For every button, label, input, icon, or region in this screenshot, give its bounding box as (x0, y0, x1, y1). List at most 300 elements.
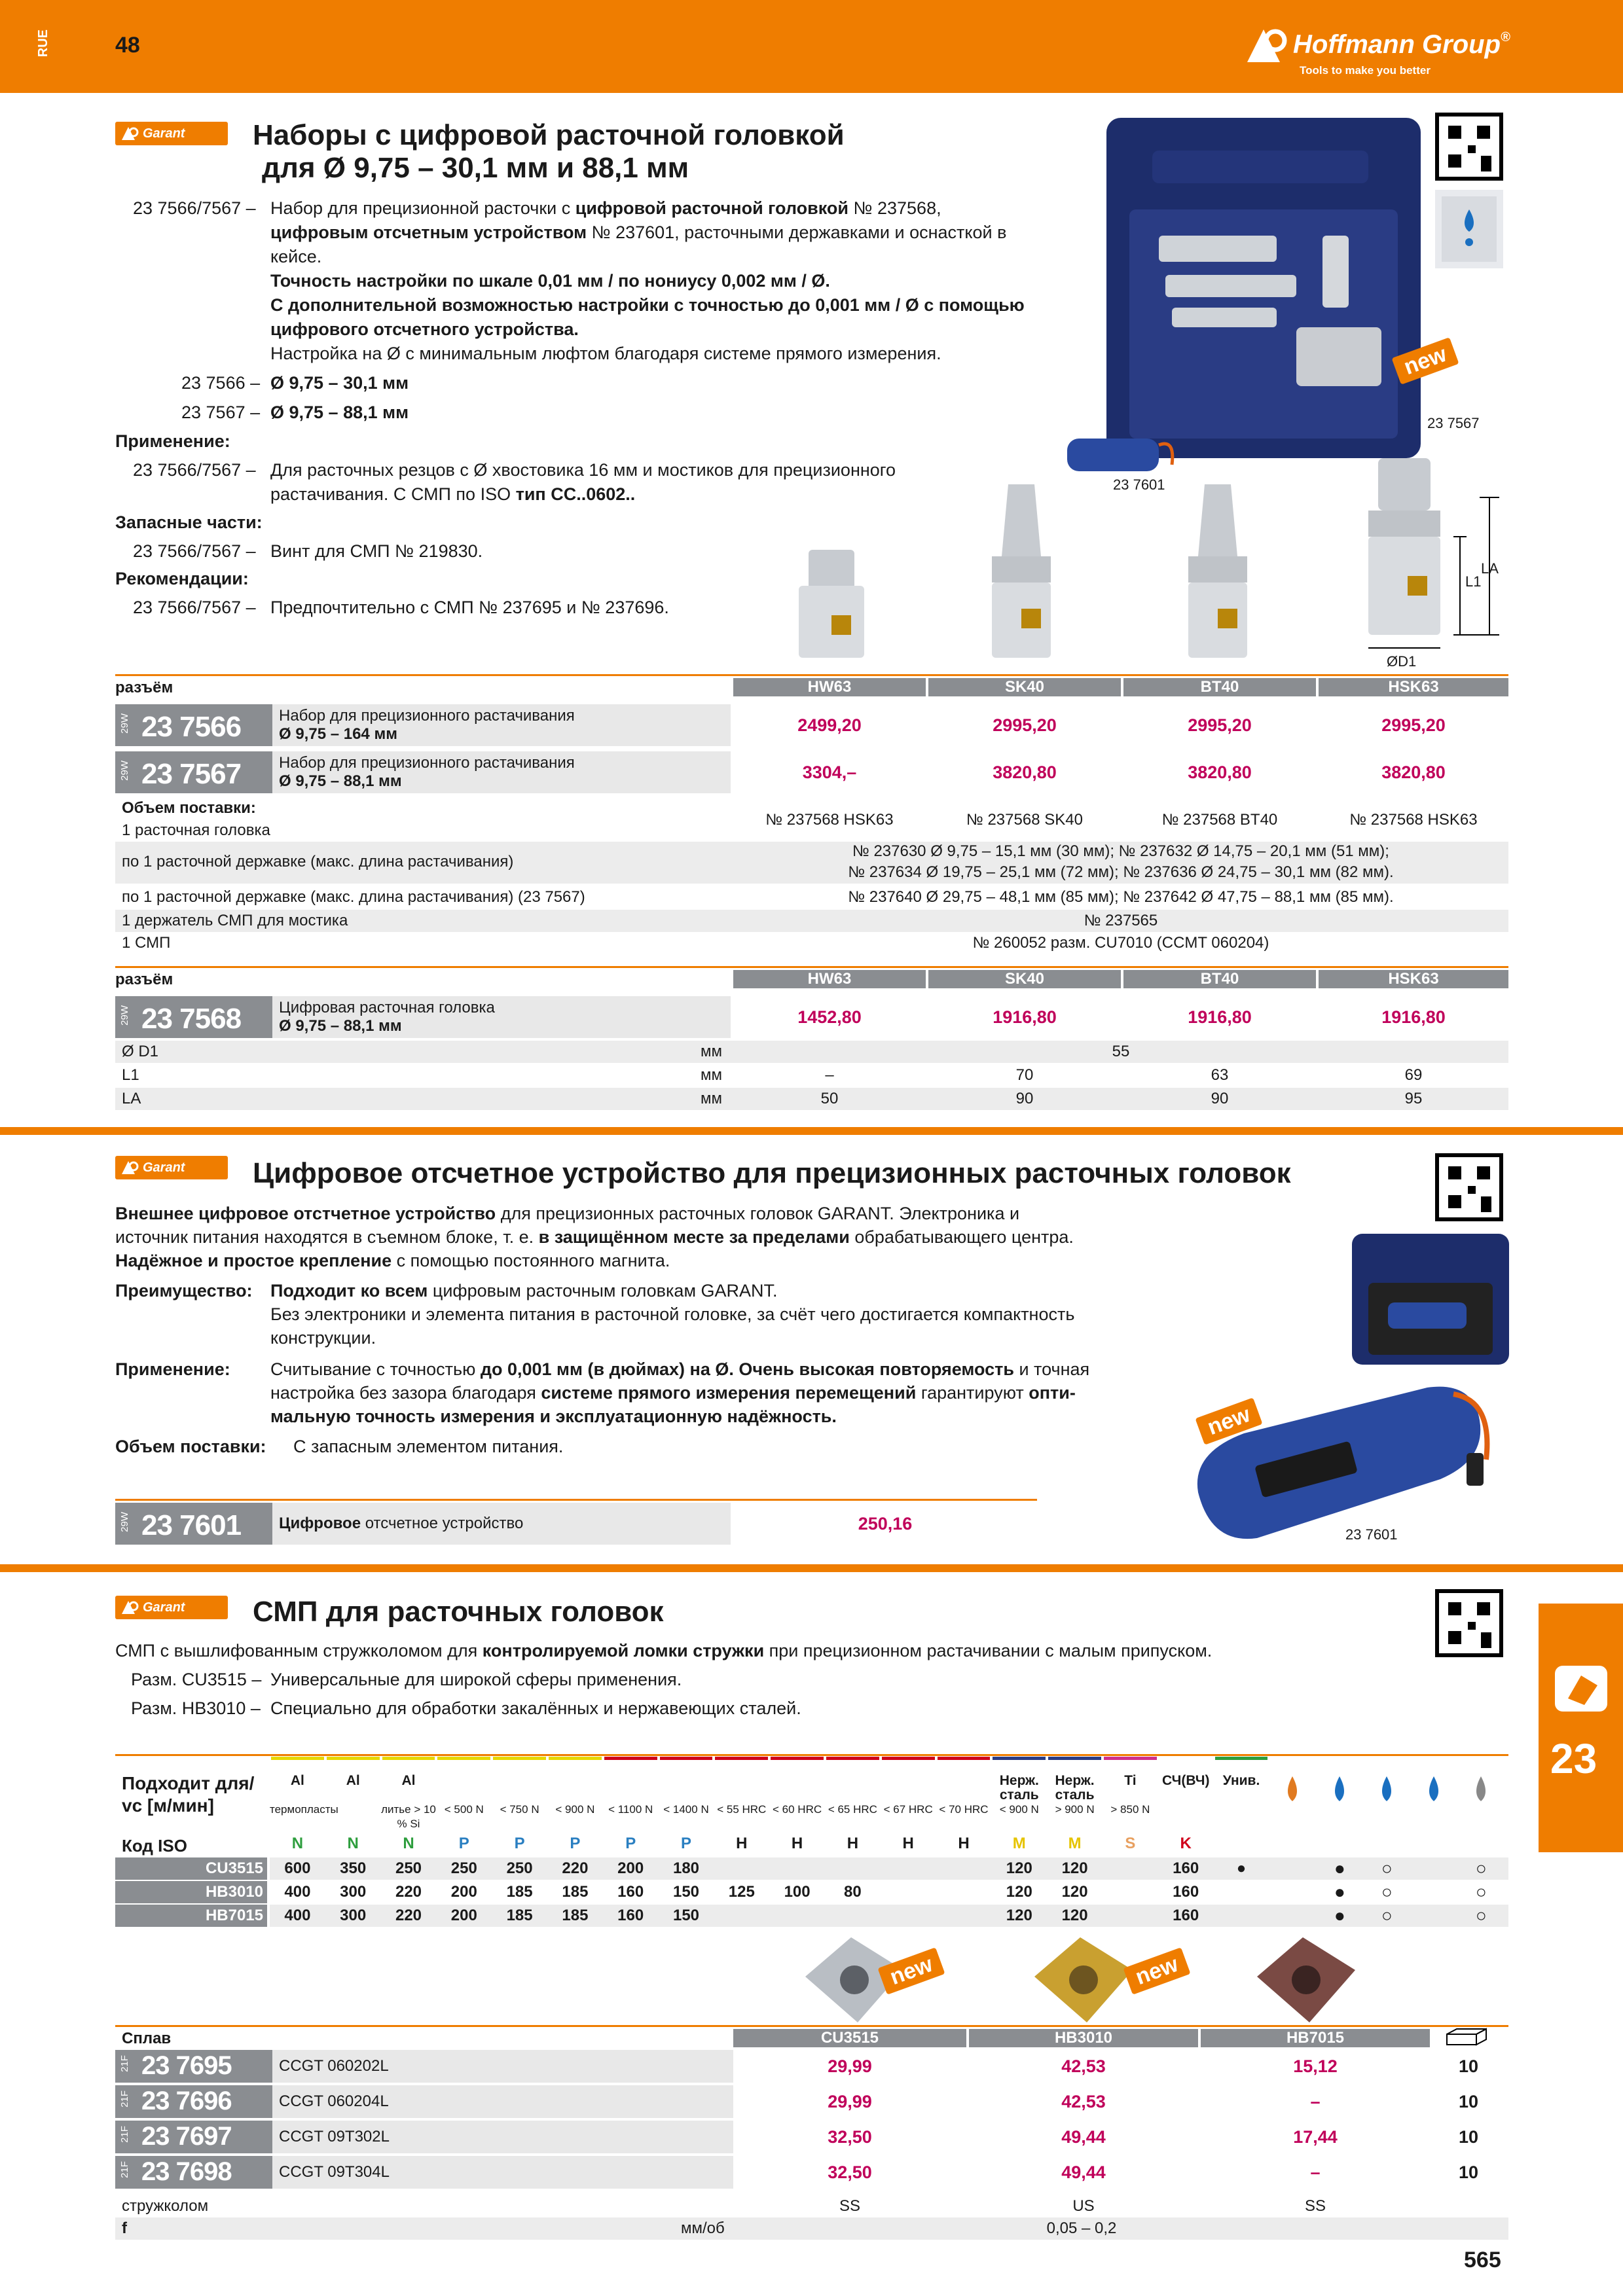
coolant-suitability: ○ (1381, 1858, 1393, 1878)
cutting-speed: 185 (506, 1883, 533, 1901)
dim-l1-sk40: 70 (1015, 1066, 1034, 1084)
cutting-speed: 160 (1173, 1859, 1199, 1877)
s1-rec-ref: 23 7566/7567 – (133, 598, 256, 617)
iso-code: H (736, 1835, 748, 1852)
s2-scope: С запасным элементом питания. (293, 1437, 564, 1456)
article-237695: 21F 23 7695 (115, 2050, 272, 2083)
s1-rec: Предпочтительно с СМП № 237695 и № 237696. (270, 598, 669, 617)
s1-ref: 23 7566/7567 – (133, 198, 256, 218)
s2-app1: Считывание с точностью до 0,001 мм (в дюймах) на Ø. Очень высокая повторяемость и точная (270, 1359, 1090, 1379)
s1-app-ref: 23 7566/7567 – (133, 460, 256, 480)
new-badge: new (1123, 1947, 1190, 1995)
dim-la-sk40: 90 (1015, 1090, 1034, 1107)
cutting-speed: 160 (1173, 1907, 1199, 1924)
insert-price: 42,53 (1061, 2056, 1106, 2076)
scope-head-label: 1 расточная головка (122, 821, 270, 839)
s1-spare-ref: 23 7566/7567 – (133, 541, 256, 561)
dim-d1-label: Ø D1 (122, 1043, 159, 1060)
bridge-val: № 237565 (1084, 912, 1158, 929)
cutting-speed: 250 (506, 1859, 533, 1877)
cutting-speed: 400 (284, 1907, 311, 1924)
s1-v2-ref: 23 7567 – (181, 403, 261, 422)
insert-label: 1 СМП (122, 934, 171, 952)
iso-code: N (403, 1835, 414, 1852)
insert-price: 29,99 (828, 2056, 872, 2076)
garant-logo-icon (120, 1160, 140, 1175)
price-237567-hsk63: 3820,80 (1381, 762, 1446, 782)
table2-top-rule (115, 966, 1508, 968)
new-badge: new (877, 1947, 945, 1995)
readout-case-image (1349, 1230, 1512, 1374)
dim-l1-bt40: 63 (1211, 1066, 1229, 1084)
coolant-icon (1435, 190, 1503, 268)
iso-code: P (570, 1835, 581, 1852)
matrix-top-rule (115, 1754, 1508, 1756)
dim-d1: ØD1 (1387, 653, 1417, 670)
material-subhead: < 67 HRC (883, 1803, 933, 1816)
s3-l2: Универсальные для широкой сферы применения. (270, 1670, 682, 1689)
material-subhead: < 500 N (444, 1803, 484, 1816)
grade-name: HB3010 (115, 1881, 267, 1903)
dim-d1-unit: мм (701, 1043, 722, 1060)
iso-code: H (847, 1835, 859, 1852)
dim-l1-hsk63: 69 (1404, 1066, 1423, 1084)
iso-code: M (1068, 1835, 1082, 1852)
insert-price: 32,50 (828, 2127, 872, 2147)
price-237568-hw63: 1452,80 (797, 1007, 862, 1027)
grade-name: CU3515 (115, 1857, 267, 1880)
bt40-head-image (1178, 484, 1257, 664)
cutting-speed: 100 (784, 1883, 811, 1901)
cutting-speed: 300 (340, 1907, 367, 1924)
table1-col-sk40: SK40 (928, 678, 1121, 696)
material-color-bar (493, 1757, 546, 1760)
coolant-type-icon (1375, 1774, 1398, 1806)
s1-v1: Ø 9,75 – 30,1 мм (270, 373, 409, 393)
cutting-speed: 80 (844, 1883, 862, 1901)
table2-connector-label: разъём (115, 971, 173, 988)
dim-l1-unit: мм (701, 1066, 722, 1084)
material-color-bar (771, 1757, 824, 1760)
iso-code: P (458, 1835, 469, 1852)
material-color-bar (1159, 1757, 1213, 1760)
price-237568-sk40: 1916,80 (993, 1007, 1057, 1027)
material-subhead: < 900 N (555, 1803, 595, 1816)
iso-code: K (1180, 1835, 1192, 1852)
price-237566-hw63: 2499,20 (797, 715, 862, 735)
s2-scope-label: Объем поставки: (115, 1437, 266, 1456)
s1-p3: кейсе. (270, 247, 322, 266)
insert-chapter-icon (1552, 1662, 1611, 1715)
material-color-bar (382, 1757, 435, 1760)
iso-code: P (680, 1835, 691, 1852)
material-color-bar (1048, 1757, 1101, 1760)
cutting-speed: 600 (284, 1859, 311, 1877)
insert-price: 29,99 (828, 2092, 872, 2111)
sk40-head-image (982, 484, 1061, 664)
coolant-suitability: ○ (1475, 1882, 1487, 1902)
insert-price: 49,44 (1061, 2162, 1106, 2182)
table1-col-hsk63: HSK63 (1319, 678, 1508, 696)
dim-l1-hw63: – (825, 1066, 834, 1084)
iso-code: M (1012, 1835, 1026, 1852)
section-divider (0, 1564, 1623, 1572)
cutting-speed: 120 (1006, 1859, 1032, 1877)
s1-spare-label: Запасные части: (115, 512, 263, 532)
table1-top-rule (115, 674, 1508, 676)
s1-v1-ref: 23 7566 – (181, 373, 261, 393)
iso-code: H (791, 1835, 803, 1852)
material-color-bar (271, 1757, 324, 1760)
chip-cu3515: SS (839, 2197, 860, 2215)
f-val: 0,05 – 0,2 (1046, 2219, 1117, 2237)
article-237566: 29W 23 7566 (115, 704, 272, 746)
cutting-speed: 200 (450, 1883, 477, 1901)
holder1-label: по 1 расточной державке (макс. длина растачивания) (122, 853, 514, 870)
qr-code-icon[interactable] (1435, 1153, 1503, 1221)
section-divider (0, 1127, 1623, 1135)
coolant-suitability: ○ (1381, 1882, 1393, 1902)
coolant-type-icon (1328, 1774, 1351, 1806)
s2-table-rule (115, 1499, 1037, 1501)
f-label: f (122, 2219, 127, 2237)
garant-logo-icon (120, 1600, 140, 1615)
scope-head-sk40: № 237568 SK40 (966, 811, 1083, 829)
s2-adv2: Без электроники и элемента питания в расточной головке, за счёт чего достигается компактность (270, 1304, 1075, 1324)
insert-val: № 260052 разм. CU7010 (CCMT 060204) (972, 934, 1269, 952)
insert-price: 49,44 (1061, 2127, 1106, 2147)
boring-set-case-image (1100, 111, 1427, 471)
pack-quantity: 10 (1458, 2056, 1479, 2076)
garant-logo-icon (120, 126, 140, 141)
material-subhead: < 750 N (500, 1803, 539, 1816)
article-237567: 29W 23 7567 (115, 751, 272, 793)
price-237601: 250,16 (858, 1514, 913, 1534)
material-color-bar (826, 1757, 879, 1760)
iso-label: Код ISO (122, 1836, 187, 1856)
garant-badge: Garant (115, 1156, 228, 1179)
dim-la-bt40: 90 (1211, 1090, 1229, 1107)
s2-l3: Надёжное и простое крепление с помощью постоянного магнита. (115, 1251, 670, 1270)
material-color-bar (604, 1757, 657, 1760)
coolant-type-icon (1469, 1774, 1493, 1806)
material-color-bar (1104, 1757, 1157, 1760)
s1-p5: С дополнительной возможностью настройки с точностью до 0,001 мм / Ø с помощью (270, 295, 1025, 315)
pack-quantity: 10 (1458, 2127, 1479, 2147)
material-subhead: < 70 HRC (939, 1803, 989, 1816)
cutting-speed: 220 (395, 1883, 422, 1901)
garant-badge: Garant (115, 1596, 228, 1619)
chip-hb7015: SS (1304, 2197, 1326, 2215)
page-number-top: 48 (115, 33, 140, 58)
s1-app1: Для расточных резцов с Ø хвостовика 16 мм и мостиков для прецизионного (270, 460, 896, 480)
qr-code-icon[interactable] (1435, 113, 1503, 181)
iso-code: H (958, 1835, 970, 1852)
cutting-speed: 160 (617, 1907, 644, 1924)
s2-app2: настройка без зазора благодаря системе прямого измерения перемещений гарантируют опти- (270, 1383, 1076, 1403)
cutting-speed: 150 (672, 1907, 700, 1924)
material-color-bar (1215, 1757, 1268, 1760)
material-head: Al (401, 1773, 416, 1788)
desc-237601: Цифровое отсчетное устройство (272, 1503, 731, 1545)
s3-l3-ref: Разм. HB3010 – (131, 1698, 261, 1718)
chip-hb3010: US (1072, 2197, 1095, 2215)
cutting-speed: ● (1236, 1859, 1247, 1877)
holder2-label: по 1 расточной державке (макс. длина растачивания) (23 7567) (122, 888, 585, 906)
table1-connector-label: разъём (115, 679, 173, 696)
insert-designation: CCGT 09T304L (279, 2163, 390, 2181)
img-label-device: 23 7601 (1113, 476, 1165, 493)
material-color-bar (715, 1757, 768, 1760)
cutting-speed: 220 (562, 1859, 589, 1877)
s1-v2: Ø 9,75 – 88,1 мм (270, 403, 409, 422)
desc-237567: Набор для прецизионного растачивания Ø 9,75 – 88,1 мм (272, 751, 731, 793)
material-head: Al (290, 1773, 304, 1788)
alloy-col-hb7015: HB7015 (1201, 2029, 1430, 2047)
cutting-speed: 120 (1006, 1883, 1032, 1901)
material-head: СЧ(ВЧ) (1161, 1773, 1210, 1788)
price-237566-hsk63: 2995,20 (1381, 715, 1446, 735)
insert-price: 42,53 (1061, 2092, 1106, 2111)
cutting-speed: 160 (617, 1883, 644, 1901)
cutting-speed: 120 (1061, 1907, 1088, 1924)
material-subhead: термопласты (270, 1803, 338, 1816)
s2-app3: мальную точность измерения и эксплуатационную надёжность. (270, 1407, 837, 1426)
material-color-bar (993, 1757, 1046, 1760)
material-head: Ti (1124, 1773, 1137, 1788)
material-head: Al (346, 1773, 360, 1788)
material-subhead: < 1100 N (608, 1803, 653, 1816)
cutting-speed: 250 (450, 1859, 477, 1877)
mat-label2: vc [м/мин] (122, 1795, 214, 1816)
hoffmann-logo-icon (1244, 26, 1290, 65)
table1-col-hw63: HW63 (733, 678, 926, 696)
dim-la-hw63: 50 (820, 1090, 839, 1107)
s1-p2: цифровым отсчетным устройством № 237601, расточными державками и оснасткой в (270, 223, 1007, 242)
price-237568-hsk63: 1916,80 (1381, 1007, 1446, 1027)
s3-l3: Специально для обработки закалённых и нержавеющих сталей. (270, 1698, 801, 1718)
material-head: Унив. (1222, 1773, 1260, 1788)
iso-code: N (347, 1835, 359, 1852)
section1-title-line1: Наборы с цифровой расточной головкой (253, 119, 845, 151)
table2-col-bt40: BT40 (1123, 970, 1316, 988)
price-237566-sk40: 2995,20 (993, 715, 1057, 735)
alloy-col-cu3515: CU3515 (733, 2029, 966, 2047)
s1-p1: Набор для прецизионной расточки с цифровой расточной головкой № 237568, (270, 198, 941, 218)
s2-adv3: конструкции. (270, 1328, 376, 1348)
cutting-speed: 185 (562, 1883, 589, 1901)
garant-badge: Garant (115, 122, 228, 145)
material-subhead: < 1400 N (663, 1803, 709, 1816)
material-color-bar (437, 1757, 490, 1760)
table2-col-hw63: HW63 (733, 970, 926, 988)
s1-app2: растачивания. С СМП по ISO тип CC..0602.. (270, 484, 636, 504)
insert-price: 17,44 (1293, 2127, 1338, 2147)
article-237696: 21F 23 7696 (115, 2085, 272, 2118)
insert-designation: CCGT 060204L (279, 2092, 389, 2110)
iso-code: P (514, 1835, 525, 1852)
iso-code: H (902, 1835, 914, 1852)
s2-adv-label: Преимущество: (115, 1281, 253, 1300)
cutting-speed: 200 (450, 1907, 477, 1924)
coolant-suitability: ● (1334, 1905, 1345, 1926)
hw63-head-image (792, 550, 871, 664)
s2-adv1: Подходит ко всем цифровым расточным головкам GARANT. (270, 1281, 778, 1300)
cutting-speed: 350 (340, 1859, 367, 1877)
section1-title-line2: для Ø 9,75 – 30,1 мм и 88,1 мм (262, 152, 689, 184)
bridge-label: 1 держатель СМП для мостика (122, 912, 348, 929)
brand-tagline: Tools to make you better (1300, 64, 1431, 77)
price-237567-hw63: 3304,– (802, 762, 857, 782)
material-head: Нерж. сталь (999, 1773, 1039, 1803)
cutting-speed: 250 (395, 1859, 422, 1877)
insert-hb3010-image (1028, 1931, 1139, 2029)
cutting-speed: 220 (395, 1907, 422, 1924)
coolant-suitability: ○ (1475, 1858, 1487, 1878)
desc-237566: Набор для прецизионного растачивания Ø 9,75 – 164 мм (272, 704, 731, 746)
material-subhead: > 900 N (1055, 1803, 1095, 1816)
article-237697: 21F 23 7697 (115, 2121, 272, 2153)
material-color-bar (882, 1757, 935, 1760)
material-head: Нерж. сталь (1055, 1773, 1095, 1803)
chip-label: стружколом (122, 2197, 209, 2215)
package-icon (1444, 2026, 1489, 2047)
new-badge: new (1391, 337, 1459, 385)
cutting-speed: 185 (506, 1907, 533, 1924)
article-237698: 21F 23 7698 (115, 2156, 272, 2189)
table1-col-bt40: BT40 (1123, 678, 1316, 696)
coolant-suitability: ○ (1381, 1905, 1393, 1926)
page-number: 565 (1464, 2248, 1501, 2272)
insert-designation: CCGT 060202L (279, 2057, 389, 2075)
brand-name: Hoffmann Group® (1293, 30, 1510, 59)
iso-code: S (1125, 1835, 1136, 1852)
new-badge: new (1195, 1397, 1262, 1445)
img-label-set: 23 7567 (1427, 415, 1480, 431)
s1-p6: цифрового отсчетного устройства. (270, 319, 579, 339)
s2-l2: источник питания находятся в съемном блоке, т. е. в защищённом месте за пределами обрабатывающего центра. (115, 1227, 1074, 1247)
s2-l1: Внешнее цифровое отстчетное устройство для прецизионных расточных головок GARANT. Электроника и (115, 1204, 1020, 1223)
holder1-line2: № 237634 Ø 19,75 – 25,1 мм (72 мм); № 237636 Ø 24,75 – 30,1 мм (82 мм). (848, 863, 1394, 881)
s1-rec-label: Рекомендации: (115, 569, 249, 588)
material-subhead: литье > 10 % Si (381, 1803, 436, 1830)
cutting-speed: 120 (1061, 1859, 1088, 1877)
insert-price: 15,12 (1293, 2056, 1338, 2076)
article-237601: 29W 23 7601 (115, 1503, 272, 1545)
desc-237568: Цифровая расточная головка Ø 9,75 – 88,1 мм (272, 996, 731, 1038)
iso-code: P (625, 1835, 636, 1852)
section3-title: СМП для расточных головок (253, 1596, 664, 1628)
cutting-speed: 185 (562, 1907, 589, 1924)
section2-title: Цифровое отсчетное устройство для прецизионных расточных головок (253, 1157, 1291, 1189)
material-subhead: < 60 HRC (773, 1803, 822, 1816)
chapter-tab (1539, 1604, 1623, 1852)
cutting-speed: 120 (1061, 1883, 1088, 1901)
dim-l1: L1 (1465, 573, 1482, 590)
material-subhead: < 55 HRC (717, 1803, 767, 1816)
cutting-speed: 300 (340, 1883, 367, 1901)
dim-la-hsk63: 95 (1404, 1090, 1423, 1107)
coolant-suitability: ● (1334, 1858, 1345, 1878)
material-subhead: > 850 N (1110, 1803, 1150, 1816)
s1-p4: Точность настройки по шкале 0,01 мм / по нониусу 0,002 мм / Ø. (270, 271, 830, 291)
price-237567-bt40: 3820,80 (1188, 762, 1252, 782)
cutting-speed: 180 (672, 1859, 700, 1877)
language-tag: RUE (36, 29, 50, 58)
mat-label1: Подходит для/ (122, 1773, 255, 1793)
scope-label: Объем поставки: (122, 799, 256, 817)
coolant-suitability: ● (1334, 1882, 1345, 1902)
pack-quantity: 10 (1458, 2162, 1479, 2182)
dim-la-unit: мм (701, 1090, 722, 1107)
material-color-bar (660, 1757, 713, 1760)
material-color-bar (327, 1757, 380, 1760)
holder2-val: № 237640 Ø 29,75 – 48,1 мм (85 мм); № 237642 Ø 47,75 – 88,1 мм (85 мм). (848, 888, 1394, 906)
cutting-speed: 150 (672, 1883, 700, 1901)
alloy-label: Сплав (122, 2030, 172, 2047)
table2-col-hsk63: HSK63 (1319, 970, 1508, 988)
dim-la-label: LA (122, 1090, 141, 1107)
s1-spare: Винт для СМП № 219830. (270, 541, 483, 561)
material-subhead: < 900 N (999, 1803, 1039, 1816)
cutting-speed: 400 (284, 1883, 311, 1901)
scope-head-bt40: № 237568 BT40 (1161, 811, 1278, 829)
insert-price: – (1310, 2162, 1321, 2182)
qr-code-icon[interactable] (1435, 1589, 1503, 1657)
pack-quantity: 10 (1458, 2092, 1479, 2111)
dim-l1-label: L1 (122, 1066, 139, 1084)
chapter-number: 23 (1550, 1735, 1597, 1782)
table2-col-sk40: SK40 (928, 970, 1121, 988)
price-237567-sk40: 3820,80 (993, 762, 1057, 782)
coolant-suitability: ○ (1475, 1905, 1487, 1926)
scope-head-hw63: № 237568 HSK63 (765, 811, 894, 829)
alloy-table-rule (115, 2025, 1508, 2027)
cutting-speed: 200 (617, 1859, 644, 1877)
material-color-bar (938, 1757, 991, 1760)
iso-code: N (291, 1835, 304, 1852)
f-unit: мм/об (681, 2219, 725, 2237)
s2-img-label: 23 7601 (1345, 1526, 1398, 1543)
cutting-speed: 125 (728, 1883, 755, 1901)
grade-name: HB7015 (115, 1905, 267, 1927)
scope-head-hsk63: № 237568 HSK63 (1349, 811, 1478, 829)
material-color-bar (549, 1757, 602, 1760)
holder1-line1: № 237630 Ø 9,75 – 15,1 мм (30 мм); № 237632 Ø 14,75 – 20,1 мм (51 мм); (852, 842, 1389, 860)
s2-app-label: Применение: (115, 1359, 230, 1379)
s3-l1: СМП с вышлифованным стружколомом для контролируемой ломки стружки при прецизионном растачивании с малым припуском. (115, 1641, 1213, 1660)
insert-price: 32,50 (828, 2162, 872, 2182)
insert-hb7015-image (1250, 1931, 1362, 2029)
alloy-col-hb3010: HB3010 (969, 2029, 1198, 2047)
s1-p7: Настройка на Ø с минимальным люфтом благодаря системе прямого измерения. (270, 344, 941, 363)
insert-designation: CCGT 09T302L (279, 2128, 390, 2145)
article-237568: 29W 23 7568 (115, 996, 272, 1038)
dim-d1-val: 55 (1112, 1043, 1130, 1060)
insert-price: – (1310, 2092, 1321, 2111)
dim-la: LA (1481, 560, 1499, 577)
s1-app-label: Применение: (115, 431, 230, 451)
price-237568-bt40: 1916,80 (1188, 1007, 1252, 1027)
cutting-speed: 120 (1006, 1907, 1032, 1924)
s3-l2-ref: Разм. CU3515 – (131, 1670, 262, 1689)
digital-readout-small-image (1061, 425, 1178, 478)
material-subhead: < 65 HRC (828, 1803, 877, 1816)
coolant-type-icon (1422, 1774, 1446, 1806)
cutting-speed: 160 (1173, 1883, 1199, 1901)
price-237566-bt40: 2995,20 (1188, 715, 1252, 735)
coolant-type-icon (1281, 1774, 1304, 1806)
